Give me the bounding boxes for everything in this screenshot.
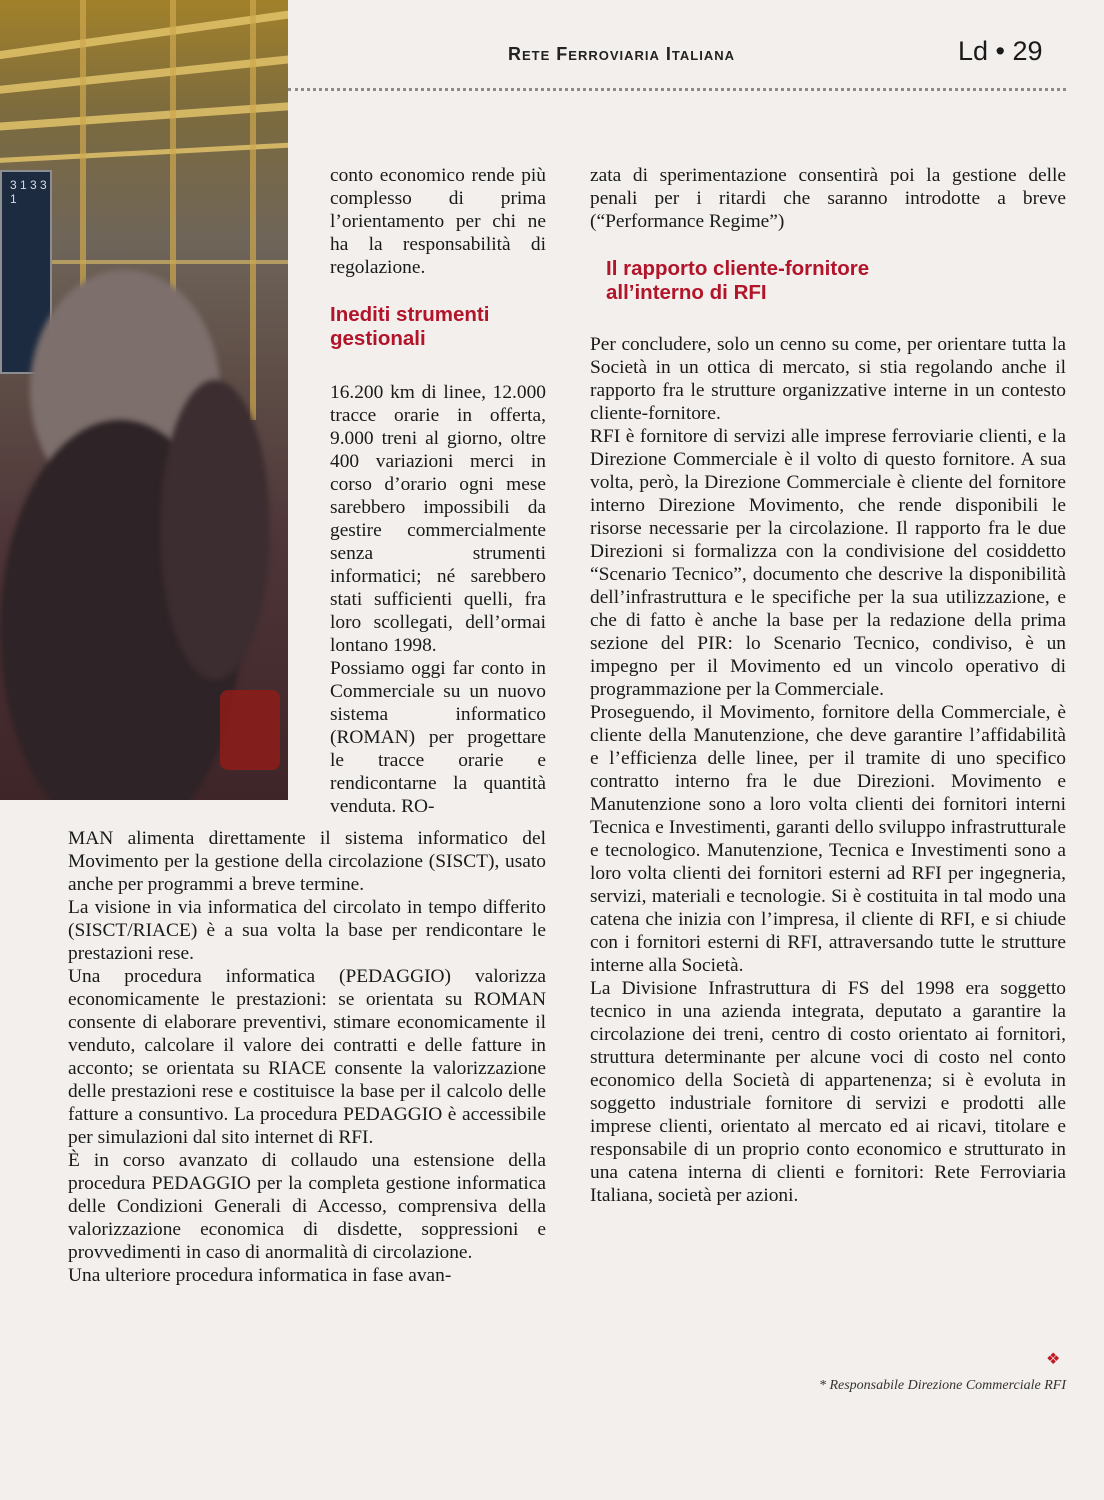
paragraph: zata di sperimentazione consentirà poi la gestione delle penali per i ritardi che saranno introdotte a breve (“Performance Regime”)	[590, 165, 1066, 232]
paragraph: MAN alimenta direttamente il sistema informatico del Movimento per la gestione della circolazione (SISCT), usato anche per programmi a breve termine.	[68, 828, 546, 895]
right-column	[590, 164, 1066, 1207]
section-heading: all’interno di RFI	[606, 281, 767, 304]
section-heading: Il rapporto cliente-fornitore	[606, 257, 870, 280]
section-heading: Inediti strumenti gestionali	[330, 303, 490, 350]
roof-beam	[0, 100, 288, 132]
paragraph: 16.200 km di linee, 12.000 tracce orarie in offerta, 9.000 treni al giorno, oltre 400 variazioni merci in corso d’orario ogni mese sarebbero impossibili da gestire commercialmente senza strumenti informatici; né sarebbero stati sufficienti quelli, fra loro scollegati, dell’ormai lontano 1998.	[330, 382, 546, 656]
left-column-bottom	[68, 827, 546, 1287]
running-head: Rete Ferroviaria Italiana	[508, 44, 735, 64]
header-dotted-rule	[288, 88, 1066, 91]
page-number: Ld • 29	[958, 36, 1043, 66]
author-footnote: * Responsabile Direzione Commerciale RFI	[818, 1378, 1066, 1393]
roof-beam	[0, 52, 288, 95]
paragraph: RFI è fornitore di servizi alle imprese ferroviarie clienti, e la Direzione Commerciale è il volto di questo fornitore. A sua volta, però, la Direzione Commerciale è cliente del fornitore interno Direzione Movimento, che rende disponibili le risorse necessarie per la circolazione. Il rapporto fra le due Direzioni si formalizza con la condivisione del cosiddetto “Scenario Tecnico”, documento che descrive la disponibilità dell’infrastruttura e le specifiche per la sua utilizzazione, e che di fatto è anche la base per la redazione della prima sezione del PIR: lo Scenario Tecnico, condiviso, è un impegno per il Movimento ed un vincolo operativo di programmazione per la Commerciale.	[590, 426, 1066, 700]
end-ornament: ❖	[1046, 1351, 1061, 1368]
paragraph: Una ulteriore procedura informatica in fase avan-	[68, 1265, 452, 1286]
paragraph: Possiamo oggi far conto in Commerciale su un nuovo sistema informatico (ROMAN) per progettare le tracce orarie e rendicontarne la quantità venduta. RO-	[330, 658, 546, 817]
paragraph: Una procedura informatica (PEDAGGIO) valorizza economicamente le prestazioni: se orientata su ROMAN consente di elaborare preventivi, stimare economicamente il venduto, calcolare il valore dei contratti e delle fatture in acconto; se orientata su RIACE consente la valorizzazione delle prestazioni rese e costituisce la base per il calcolo delle fatture a consuntivo. La procedura PEDAGGIO è accessibile per simulazioni dal sito internet di RFI.	[68, 966, 546, 1148]
passenger-crowd	[160, 380, 270, 680]
station-photo	[0, 0, 288, 800]
paragraph: È in corso avanzato di collaudo una estensione della procedura PEDAGGIO per la completa gestione informatica delle Condizioni Generali di Accesso, comprensiva della valorizzazione economica di disdette, soppressioni e provvedimenti in caso di anormalità di circolazione.	[68, 1150, 546, 1263]
roof-post	[250, 0, 256, 420]
monitor-text: 3 1 3 3 1	[10, 178, 47, 206]
paragraph: La Divisione Infrastruttura di FS del 1998 era soggetto tecnico in una azienda integrata, deputato a garantire la circolazione dei treni, centro di costo orientato ai fornitori, struttura determinante per alcune voci di costo nel conto economico della Società di appartenenza; si è evoluta in soggetto industriale fornitore di servizi e prodotti alle imprese clienti, orientato al mercato ed ai ricavi, titolare e responsabile di un proprio conto economico e strutturato in una catena interna di clienti e fornitori: Rete Ferroviaria Italiana, società per azioni.	[590, 978, 1066, 1206]
paragraph: La visione in via informatica del circolato in tempo differito (SISCT/RIACE) è a sua volta la base per rendicontare le prestazioni rese.	[68, 897, 546, 964]
paragraph: Per concludere, solo un cenno su come, per orientare tutta la Società in un ottica di mercato, si stia regolando anche il rapporto fra le strutture organizzative interne in un contesto cliente-fornitore.	[590, 334, 1066, 424]
paragraph: Proseguendo, il Movimento, fornitore della Commerciale, è cliente della Manutenzione, che deve garantire l’affidabilità e l’efficienza delle linee, per il tramite di uno specifico contratto interno fra le due Direzioni. Movimento e Manutenzione sono a loro volta clienti dei fornitori interni Tecnica e Investimenti, garanti dello sviluppo infrastrutturale e tecnologico. Manutenzione, Tecnica e Investimenti sono a loro volta clienti dei fornitori esterni ad RFI per ingegneria, servizi, materiali e tecnologie. Si è costituita in tal modo una catena che inizia con l’impresa, il cliente di RFI, e si chiude con i fornitori esterni di RFI, attraversando tutte le strutture interne alla Società.	[590, 702, 1066, 976]
left-column-top	[330, 164, 546, 818]
paragraph: conto economico rende più complesso di prima l’orientamento per chi ne ha la responsabilità di regolazione.	[330, 165, 546, 278]
red-suitcase	[220, 690, 280, 770]
roof-beam	[0, 141, 288, 164]
roof-beam	[0, 6, 288, 61]
